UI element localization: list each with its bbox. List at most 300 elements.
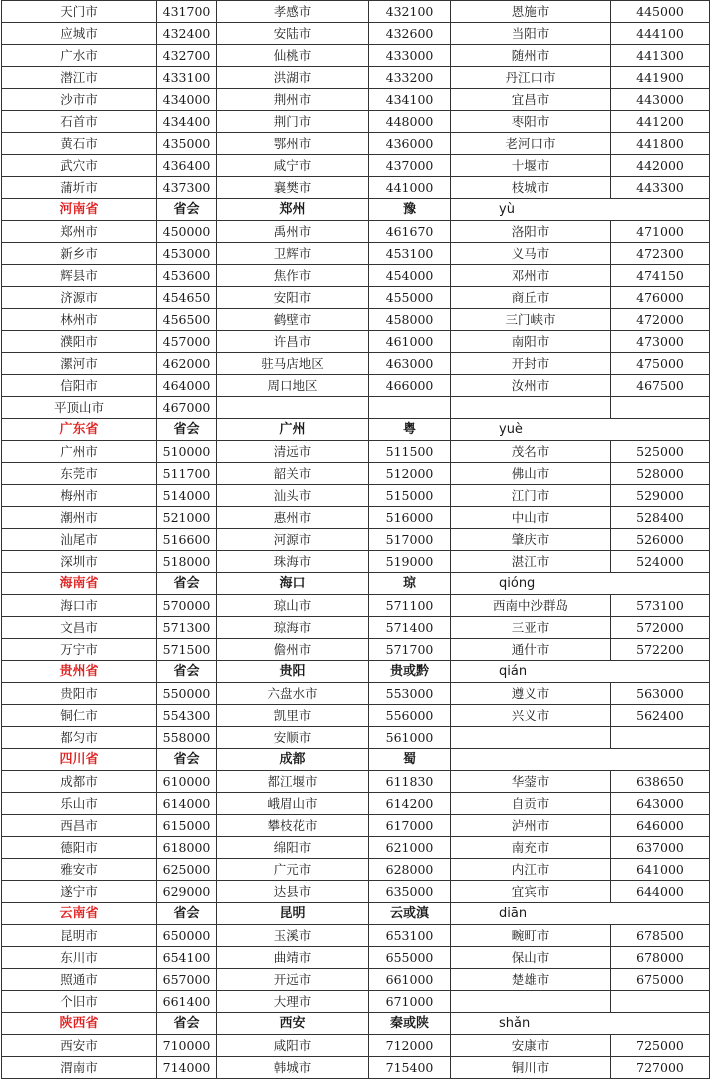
postal-code-table [1, 0, 710, 1079]
postal-code-cell: 671000 [369, 991, 451, 1013]
table-row [2, 727, 710, 749]
city-name-cell: 潜江市 [2, 67, 157, 89]
table-row [2, 375, 710, 397]
city-name-cell: 应城市 [2, 23, 157, 45]
city-name-cell: 乐山市 [2, 793, 157, 815]
postal-code-cell: 712000 [369, 1035, 451, 1057]
postal-code-cell: 512000 [369, 463, 451, 485]
city-name-cell: 韶关市 [217, 463, 369, 485]
province-name: 云南省 [2, 903, 157, 925]
table-row [2, 705, 710, 727]
city-name-cell: 六盘水市 [217, 683, 369, 705]
capital-city: 广州 [217, 419, 369, 441]
capital-city: 昆明 [217, 903, 369, 925]
province-abbr: 琼 [369, 573, 451, 595]
postal-code-cell: 435000 [157, 133, 217, 155]
abbr-pinyin: yuè [451, 419, 710, 441]
city-name-cell: 十堰市 [451, 155, 611, 177]
postal-code-cell: 475000 [611, 353, 710, 375]
postal-code-cell: 725000 [611, 1035, 710, 1057]
postal-code-cell: 562400 [611, 705, 710, 727]
city-name-cell: 惠州市 [217, 507, 369, 529]
postal-code-cell: 463000 [369, 353, 451, 375]
postal-code-cell: 637000 [611, 837, 710, 859]
table-row [2, 397, 710, 419]
table-row [2, 353, 710, 375]
city-name-cell: 泸州市 [451, 815, 611, 837]
city-name-cell: 鄂州市 [217, 133, 369, 155]
postal-code-cell: 461000 [369, 331, 451, 353]
postal-code-cell: 453100 [369, 243, 451, 265]
city-name-cell: 枣阳市 [451, 111, 611, 133]
city-name-cell: 漯河市 [2, 353, 157, 375]
province-name: 贵州省 [2, 661, 157, 683]
abbr-pinyin: yù [451, 199, 710, 221]
table-row [2, 947, 710, 969]
table-row [2, 683, 710, 705]
table-row [2, 177, 710, 199]
city-name-cell: 湛江市 [451, 551, 611, 573]
table-row [2, 991, 710, 1013]
capital-label: 省会 [157, 749, 217, 771]
postal-code-cell: 657000 [157, 969, 217, 991]
city-name-cell: 孝感市 [217, 1, 369, 23]
city-name-cell: 沙市市 [2, 89, 157, 111]
postal-code-cell: 471000 [611, 221, 710, 243]
city-name-cell: 安顺市 [217, 727, 369, 749]
province-name: 广东省 [2, 419, 157, 441]
city-name-cell: 枝城市 [451, 177, 611, 199]
capital-label: 省会 [157, 573, 217, 595]
postal-code-cell: 528000 [611, 463, 710, 485]
table-row [2, 309, 710, 331]
postal-code-cell: 511700 [157, 463, 217, 485]
city-name-cell: 峨眉山市 [217, 793, 369, 815]
city-name-cell: 河源市 [217, 529, 369, 551]
city-name-cell: 周口地区 [217, 375, 369, 397]
postal-code-cell: 455000 [369, 287, 451, 309]
postal-code-cell: 441800 [611, 133, 710, 155]
city-name-cell: 江门市 [451, 485, 611, 507]
capital-label: 省会 [157, 903, 217, 925]
postal-code-cell: 442000 [611, 155, 710, 177]
postal-code-cell: 474150 [611, 265, 710, 287]
postal-code-cell: 553000 [369, 683, 451, 705]
city-name-cell: 西南中沙群岛 [451, 595, 611, 617]
table-row [2, 111, 710, 133]
capital-city: 成都 [217, 749, 369, 771]
city-name-cell: 当阳市 [451, 23, 611, 45]
postal-code-cell: 433000 [369, 45, 451, 67]
city-name-cell: 绵阳市 [217, 837, 369, 859]
postal-code-cell: 571700 [369, 639, 451, 661]
postal-code-cell: 443300 [611, 177, 710, 199]
postal-code-cell: 628000 [369, 859, 451, 881]
city-name-cell: 丹江口市 [451, 67, 611, 89]
postal-code-cell: 453000 [157, 243, 217, 265]
table-row [2, 89, 710, 111]
postal-code-cell: 615000 [157, 815, 217, 837]
city-name-cell: 荆州市 [217, 89, 369, 111]
postal-code-cell: 661400 [157, 991, 217, 1013]
city-name-cell: 石首市 [2, 111, 157, 133]
city-name-cell: 洛阳市 [451, 221, 611, 243]
postal-code-cell: 444100 [611, 23, 710, 45]
city-name-cell: 汕头市 [217, 485, 369, 507]
postal-code-cell: 519000 [369, 551, 451, 573]
city-name-cell [451, 397, 611, 419]
city-name-cell: 梅州市 [2, 485, 157, 507]
city-name-cell [451, 727, 611, 749]
province-name: 河南省 [2, 199, 157, 221]
postal-code-cell: 573100 [611, 595, 710, 617]
table-row [2, 837, 710, 859]
city-name-cell: 玉溪市 [217, 925, 369, 947]
city-name-cell: 随州市 [451, 45, 611, 67]
city-name-cell: 海口市 [2, 595, 157, 617]
city-name-cell: 禹州市 [217, 221, 369, 243]
city-name-cell: 黄石市 [2, 133, 157, 155]
postal-code-cell: 572200 [611, 639, 710, 661]
city-name-cell: 广州市 [2, 441, 157, 463]
city-name-cell: 驻马店地区 [217, 353, 369, 375]
province-header-row [2, 903, 710, 925]
city-name-cell: 达县市 [217, 881, 369, 903]
postal-code-cell: 644000 [611, 881, 710, 903]
table-row [2, 1, 710, 23]
postal-code-cell [611, 991, 710, 1013]
postal-code-cell: 710000 [157, 1035, 217, 1057]
abbr-pinyin: diān [451, 903, 710, 925]
city-name-cell: 南阳市 [451, 331, 611, 353]
postal-code-cell: 517000 [369, 529, 451, 551]
table-row [2, 551, 710, 573]
province-abbr: 贵或黔 [369, 661, 451, 683]
province-name: 陕西省 [2, 1013, 157, 1035]
city-name-cell: 宜昌市 [451, 89, 611, 111]
city-name-cell: 广水市 [2, 45, 157, 67]
postal-code-cell: 655000 [369, 947, 451, 969]
province-name: 海南省 [2, 573, 157, 595]
table-row [2, 969, 710, 991]
postal-code-cell: 441900 [611, 67, 710, 89]
city-name-cell: 安陆市 [217, 23, 369, 45]
postal-code-cell: 571100 [369, 595, 451, 617]
city-name-cell: 东川市 [2, 947, 157, 969]
postal-code-cell: 516600 [157, 529, 217, 551]
city-name-cell: 曲靖市 [217, 947, 369, 969]
postal-code-cell: 521000 [157, 507, 217, 529]
table-row [2, 1057, 710, 1079]
postal-code-cell: 675000 [611, 969, 710, 991]
postal-code-cell: 431700 [157, 1, 217, 23]
city-name-cell: 内江市 [451, 859, 611, 881]
province-header-row [2, 573, 710, 595]
postal-code-cell: 437000 [369, 155, 451, 177]
postal-code-cell: 571500 [157, 639, 217, 661]
city-name-cell: 珠海市 [217, 551, 369, 573]
table-row [2, 617, 710, 639]
city-name-cell: 中山市 [451, 507, 611, 529]
postal-code-cell: 571400 [369, 617, 451, 639]
city-name-cell: 华蓥市 [451, 771, 611, 793]
province-header-row [2, 661, 710, 683]
postal-code-cell: 432100 [369, 1, 451, 23]
city-name-cell: 三亚市 [451, 617, 611, 639]
postal-code-cell: 454000 [369, 265, 451, 287]
postal-code-cell: 528400 [611, 507, 710, 529]
postal-code-cell [611, 727, 710, 749]
city-name-cell: 安阳市 [217, 287, 369, 309]
capital-city: 郑州 [217, 199, 369, 221]
postal-code-cell: 441000 [369, 177, 451, 199]
capital-label: 省会 [157, 661, 217, 683]
city-name-cell: 西安市 [2, 1035, 157, 1057]
postal-code-cell [369, 397, 451, 419]
postal-code-cell: 476000 [611, 287, 710, 309]
table-row [2, 67, 710, 89]
city-name-cell: 汝州市 [451, 375, 611, 397]
postal-code-cell [611, 397, 710, 419]
table-row [2, 243, 710, 265]
city-name-cell: 仙桃市 [217, 45, 369, 67]
province-abbr: 云或滇 [369, 903, 451, 925]
postal-code-cell: 445000 [611, 1, 710, 23]
city-name-cell: 万宁市 [2, 639, 157, 661]
city-name-cell: 邓州市 [451, 265, 611, 287]
postal-code-cell: 434100 [369, 89, 451, 111]
postal-code-cell: 436400 [157, 155, 217, 177]
postal-code-cell: 441300 [611, 45, 710, 67]
postal-code-cell: 570000 [157, 595, 217, 617]
table-row [2, 155, 710, 177]
abbr-pinyin [451, 749, 710, 771]
postal-code-cell: 472000 [611, 309, 710, 331]
postal-code-cell: 510000 [157, 441, 217, 463]
postal-code-cell: 441200 [611, 111, 710, 133]
city-name-cell: 老河口市 [451, 133, 611, 155]
postal-code-cell: 516000 [369, 507, 451, 529]
province-header-row [2, 1013, 710, 1035]
city-name-cell: 新乡市 [2, 243, 157, 265]
postal-code-cell: 625000 [157, 859, 217, 881]
postal-code-cell: 554300 [157, 705, 217, 727]
province-abbr: 豫 [369, 199, 451, 221]
city-name-cell: 自贡市 [451, 793, 611, 815]
postal-code-cell: 715400 [369, 1057, 451, 1079]
city-name-cell: 昆明市 [2, 925, 157, 947]
postal-code-cell: 462000 [157, 353, 217, 375]
city-name-cell: 平顶山市 [2, 397, 157, 419]
city-name-cell: 安康市 [451, 1035, 611, 1057]
table-row [2, 815, 710, 837]
city-name-cell: 个旧市 [2, 991, 157, 1013]
table-row [2, 859, 710, 881]
table-row [2, 221, 710, 243]
city-name-cell: 义马市 [451, 243, 611, 265]
province-abbr: 蜀 [369, 749, 451, 771]
city-name-cell: 焦作市 [217, 265, 369, 287]
postal-code-cell: 525000 [611, 441, 710, 463]
capital-city: 贵阳 [217, 661, 369, 683]
city-name-cell [451, 991, 611, 1013]
postal-code-cell: 629000 [157, 881, 217, 903]
table-row [2, 265, 710, 287]
province-abbr: 秦或陕 [369, 1013, 451, 1035]
city-name-cell: 清远市 [217, 441, 369, 463]
postal-code-cell: 646000 [611, 815, 710, 837]
table-row [2, 485, 710, 507]
postal-code-cell: 614200 [369, 793, 451, 815]
postal-code-cell: 473000 [611, 331, 710, 353]
city-name-cell: 许昌市 [217, 331, 369, 353]
city-name-cell: 凯里市 [217, 705, 369, 727]
capital-label: 省会 [157, 1013, 217, 1035]
postal-code-cell: 433100 [157, 67, 217, 89]
postal-code-cell: 437300 [157, 177, 217, 199]
table-row [2, 287, 710, 309]
postal-code-cell: 678000 [611, 947, 710, 969]
city-name-cell: 铜川市 [451, 1057, 611, 1079]
postal-code-cell: 453600 [157, 265, 217, 287]
postal-code-cell: 561000 [369, 727, 451, 749]
city-name-cell: 郑州市 [2, 221, 157, 243]
postal-code-cell: 433200 [369, 67, 451, 89]
postal-code-cell: 678500 [611, 925, 710, 947]
postal-code-cell: 514000 [157, 485, 217, 507]
postal-code-cell: 638650 [611, 771, 710, 793]
city-name-cell: 渭南市 [2, 1057, 157, 1079]
postal-code-cell: 454650 [157, 287, 217, 309]
city-name-cell: 肇庆市 [451, 529, 611, 551]
postal-code-cell: 610000 [157, 771, 217, 793]
postal-code-cell: 714000 [157, 1057, 217, 1079]
capital-label: 省会 [157, 199, 217, 221]
postal-code-cell: 617000 [369, 815, 451, 837]
postal-code-cell: 461670 [369, 221, 451, 243]
city-name-cell: 楚雄市 [451, 969, 611, 991]
city-name-cell: 蒲圻市 [2, 177, 157, 199]
postal-code-cell: 511500 [369, 441, 451, 463]
postal-code-cell: 643000 [611, 793, 710, 815]
province-name: 四川省 [2, 749, 157, 771]
province-header-row [2, 199, 710, 221]
city-name-cell: 遵义市 [451, 683, 611, 705]
city-name-cell: 武穴市 [2, 155, 157, 177]
city-name-cell: 卫辉市 [217, 243, 369, 265]
city-name-cell: 襄樊市 [217, 177, 369, 199]
city-name-cell: 佛山市 [451, 463, 611, 485]
city-name-cell: 广元市 [217, 859, 369, 881]
city-name-cell: 荆门市 [217, 111, 369, 133]
city-name-cell: 开封市 [451, 353, 611, 375]
postal-code-cell: 434000 [157, 89, 217, 111]
city-name-cell: 茂名市 [451, 441, 611, 463]
city-name-cell: 南充市 [451, 837, 611, 859]
city-name-cell: 铜仁市 [2, 705, 157, 727]
city-name-cell: 济源市 [2, 287, 157, 309]
postal-code-cell: 558000 [157, 727, 217, 749]
postal-code-cell: 472300 [611, 243, 710, 265]
postal-code-cell: 556000 [369, 705, 451, 727]
city-name-cell: 都匀市 [2, 727, 157, 749]
table-row [2, 133, 710, 155]
postal-code-cell: 621000 [369, 837, 451, 859]
postal-code-cell: 526000 [611, 529, 710, 551]
city-name-cell: 东莞市 [2, 463, 157, 485]
postal-code-cell: 515000 [369, 485, 451, 507]
province-header-row [2, 749, 710, 771]
capital-city: 西安 [217, 1013, 369, 1035]
postal-code-cell: 550000 [157, 683, 217, 705]
city-name-cell: 韩城市 [217, 1057, 369, 1079]
postal-code-cell: 432400 [157, 23, 217, 45]
table-row [2, 23, 710, 45]
city-name-cell: 成都市 [2, 771, 157, 793]
table-row [2, 1035, 710, 1057]
city-name-cell: 鹤壁市 [217, 309, 369, 331]
city-name-cell: 琼海市 [217, 617, 369, 639]
city-name-cell: 林州市 [2, 309, 157, 331]
city-name-cell: 宜宾市 [451, 881, 611, 903]
postal-code-cell: 727000 [611, 1057, 710, 1079]
postal-code-cell: 618000 [157, 837, 217, 859]
city-name-cell: 开远市 [217, 969, 369, 991]
city-name-cell: 攀枝花市 [217, 815, 369, 837]
table-row [2, 881, 710, 903]
city-name-cell: 辉县市 [2, 265, 157, 287]
postal-code-cell: 434400 [157, 111, 217, 133]
table-row [2, 639, 710, 661]
abbr-pinyin: shǎn [451, 1013, 710, 1035]
table-row [2, 45, 710, 67]
table-row [2, 771, 710, 793]
province-abbr: 粤 [369, 419, 451, 441]
capital-city: 海口 [217, 573, 369, 595]
postal-code-cell: 443000 [611, 89, 710, 111]
city-name-cell: 西昌市 [2, 815, 157, 837]
city-name-cell: 儋州市 [217, 639, 369, 661]
postal-code-cell: 432600 [369, 23, 451, 45]
city-name-cell: 恩施市 [451, 1, 611, 23]
city-name-cell: 兴义市 [451, 705, 611, 727]
postal-code-cell: 650000 [157, 925, 217, 947]
postal-code-cell: 467500 [611, 375, 710, 397]
city-name-cell: 通什市 [451, 639, 611, 661]
postal-code-cell: 466000 [369, 375, 451, 397]
city-name-cell: 咸宁市 [217, 155, 369, 177]
postal-code-cell: 450000 [157, 221, 217, 243]
city-name-cell: 畹町市 [451, 925, 611, 947]
table-row [2, 507, 710, 529]
table-row [2, 463, 710, 485]
city-name-cell: 文昌市 [2, 617, 157, 639]
postal-code-cell: 518000 [157, 551, 217, 573]
city-name-cell: 商丘市 [451, 287, 611, 309]
postal-code-cell: 571300 [157, 617, 217, 639]
city-name-cell: 天门市 [2, 1, 157, 23]
postal-code-cell: 635000 [369, 881, 451, 903]
city-name-cell: 咸阳市 [217, 1035, 369, 1057]
city-name-cell: 洪湖市 [217, 67, 369, 89]
postal-code-cell: 464000 [157, 375, 217, 397]
city-name-cell: 信阳市 [2, 375, 157, 397]
postal-code-cell: 448000 [369, 111, 451, 133]
abbr-pinyin: qián [451, 661, 710, 683]
table-body [2, 1, 710, 1079]
postal-code-cell: 529000 [611, 485, 710, 507]
city-name-cell [217, 397, 369, 419]
